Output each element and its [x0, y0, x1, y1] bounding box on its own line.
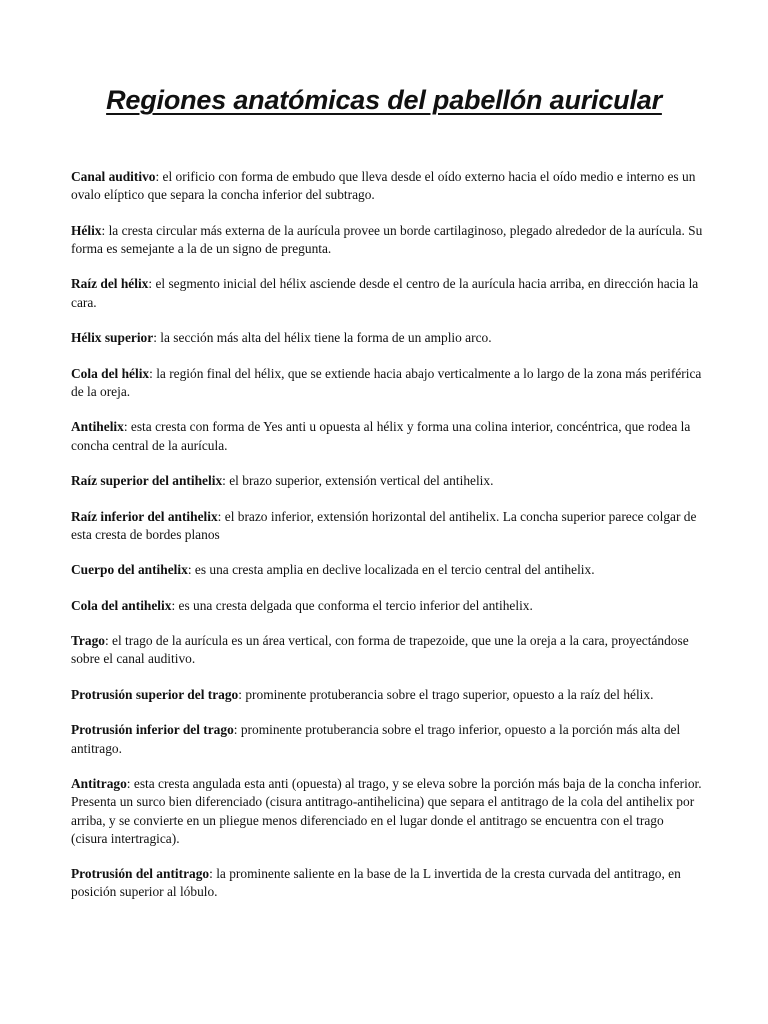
definition-separator: :: [148, 276, 156, 292]
definition-separator: :: [187, 562, 195, 578]
definition-term: Antitrago: [71, 776, 127, 792]
definition-entry: [71, 472, 703, 490]
definition-separator: :: [209, 866, 217, 882]
definition-entry: [71, 275, 703, 311]
definition-text: prominente protuberancia sobre el trago inferior, opuesto a la porción más alta del antitrago.: [71, 722, 681, 756]
definition-separator: :: [222, 473, 230, 489]
definition-text: es una cresta delgada que conforma el tercio inferior del antihelix.: [178, 597, 533, 613]
definition-text: esta cresta angulada esta anti (opuesta) al trago, y se eleva sobre la porción más baja de la concha inferior. Presenta un surco bien diferenciado (cisura antitrago-antihelicina) que separa el antitrago de la cola del antihelix por arriba, y se convierte en un pliegue menos diferenciado en el lugar donde el antitrago se encuentra con el trago (cisura intertragica).: [71, 776, 702, 846]
definition-term: Cola del hélix: [71, 365, 150, 381]
definition-text: la prominente saliente en la base de la L invertida de la cresta curvada del antitrago, en posición superior al lóbulo.: [71, 866, 681, 900]
definition-term: Antihelix: [71, 419, 124, 435]
definition-separator: :: [171, 597, 179, 613]
definition-separator: :: [101, 222, 109, 238]
definition-entry: [71, 222, 703, 258]
definition-separator: :: [104, 633, 113, 649]
definition-separator: :: [217, 508, 225, 524]
definition-entry: [71, 418, 703, 454]
definition-term: Hélix: [71, 222, 102, 238]
definition-entry: [71, 597, 703, 615]
definition-text: el brazo superior, extensión vertical del antihelix.: [229, 473, 494, 489]
definition-separator: :: [153, 330, 161, 346]
definition-entry: [71, 632, 703, 668]
definition-entry: [71, 508, 703, 544]
definition-term: Cuerpo del antihelix: [71, 562, 188, 578]
definition-entry: [71, 365, 703, 401]
definition-list: [71, 168, 703, 919]
definition-separator: :: [238, 686, 246, 702]
definition-separator: :: [149, 365, 157, 381]
definition-separator: :: [123, 419, 131, 435]
definition-entry: [71, 775, 703, 848]
definition-text: el orificio con forma de embudo que lleva desde el oído externo hacia el oído medio e interno es un ovalo elíptico que separa la concha inferior del subtrago.: [71, 169, 696, 203]
definition-separator: :: [155, 169, 163, 184]
definition-text: el brazo inferior, extensión horizontal del antihelix. La concha superior parece colgar de esta cresta de bordes planos: [71, 508, 697, 542]
definition-entry: [71, 561, 703, 579]
definition-text: el trago de la aurícula es un área vertical, con forma de trapezoide, que une la oreja a la cara, proyectándose sobre el canal auditivo.: [71, 633, 689, 667]
definition-term: Canal auditivo: [71, 169, 156, 184]
definition-separator: :: [126, 776, 134, 792]
definition-entry: [71, 721, 703, 757]
definition-term: Protrusión superior del trago: [71, 686, 239, 702]
definition-text: la sección más alta del hélix tiene la forma de un amplio arco.: [160, 330, 492, 346]
definition-entry: [71, 329, 703, 347]
definition-term: Raíz superior del antihelix: [71, 473, 223, 489]
definition-term: Hélix superior: [71, 330, 154, 346]
definition-term: Raíz inferior del antihelix: [71, 508, 218, 524]
page-title: Regiones anatómicas del pabellón auricular: [106, 85, 662, 115]
definition-entry: [71, 168, 703, 204]
definition-entry: [71, 686, 703, 704]
definition-entry: [71, 865, 703, 901]
definition-text: es una cresta amplia en declive localizada en el tercio central del antihelix.: [194, 562, 595, 578]
definition-text: la cresta circular más externa de la aurícula provee un borde cartilaginoso, plegado alrededor de la aurícula. Su forma es semejante a la de un signo de pregunta.: [71, 222, 703, 256]
definition-term: Trago: [71, 633, 105, 649]
definition-term: Raíz del hélix: [71, 276, 149, 292]
definition-text: prominente protuberancia sobre el trago superior, opuesto a la raíz del hélix.: [245, 686, 654, 702]
definition-text: el segmento inicial del hélix asciende desde el centro de la aurícula hacia arriba, en dirección hacia la cara.: [71, 276, 699, 310]
definition-text: esta cresta con forma de Yes anti u opuesta al hélix y forma una colina interior, concéntrica, que rodea la concha central de la aurícula.: [71, 419, 691, 453]
definition-text: la región final del hélix, que se extiende hacia abajo verticalmente a lo largo de la zona más periférica de la oreja.: [71, 365, 702, 399]
definition-term: Cola del antihelix: [71, 597, 172, 613]
definition-term: Protrusión inferior del trago: [71, 722, 234, 738]
definition-term: Protrusión del antitrago: [71, 866, 210, 882]
definition-separator: :: [233, 722, 241, 738]
